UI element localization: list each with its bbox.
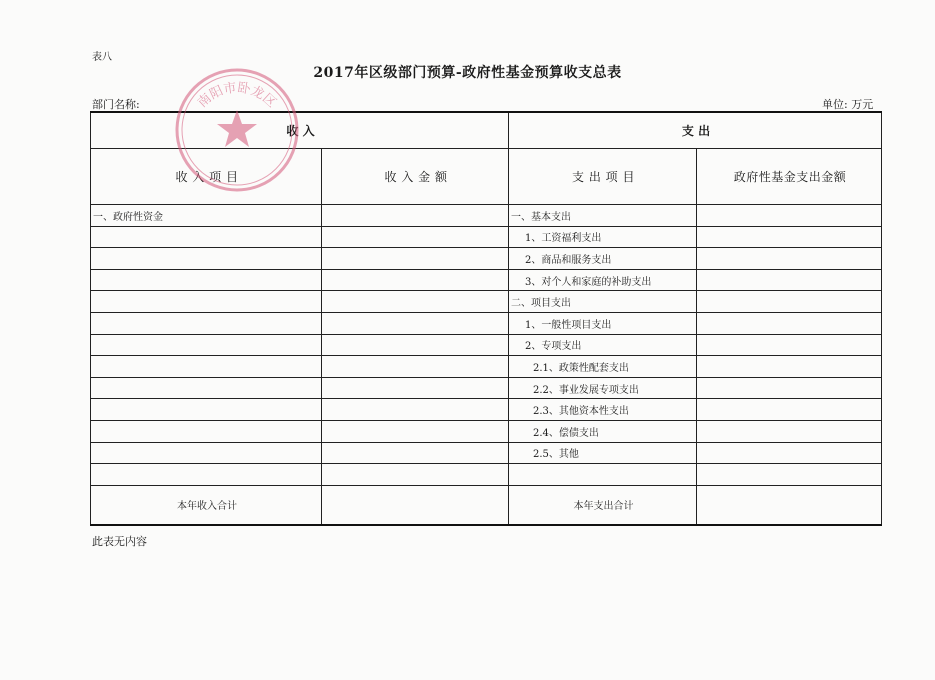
income-item-cell [91, 312, 322, 334]
income-total-label: 本年收入合计 [91, 485, 322, 525]
income-item-cell [91, 226, 322, 248]
expense-amount-cell [697, 356, 882, 378]
expense-item-cell: 2.4、偿债支出 [509, 420, 697, 442]
income-amount-cell [322, 464, 509, 486]
income-amount-cell [322, 334, 509, 356]
income-item-cell [91, 442, 322, 464]
income-total-amount [322, 485, 509, 525]
official-seal-stamp [173, 66, 301, 194]
income-item-cell [91, 269, 322, 291]
expense-amount-cell [697, 377, 882, 399]
expense-item-cell: 2、商品和服务支出 [509, 248, 697, 270]
table-row [91, 399, 882, 421]
expense-item-cell: 二、项目支出 [509, 291, 697, 313]
expense-item-cell [509, 464, 697, 486]
table-row [91, 464, 882, 486]
income-item-cell: 一、政府性资金 [91, 205, 322, 227]
income-amount-header: 收 入 金 额 [322, 149, 509, 205]
income-amount-cell [322, 312, 509, 334]
expense-item-header: 支 出 项 目 [509, 149, 697, 205]
expense-amount-cell [697, 312, 882, 334]
expense-item-cell: 2、专项支出 [509, 334, 697, 356]
expense-item-cell: 2.1、政策性配套支出 [509, 356, 697, 378]
expense-amount-cell [697, 248, 882, 270]
income-amount-cell [322, 442, 509, 464]
table-row [91, 269, 882, 291]
table-row [91, 205, 882, 227]
unit-label: 单位: 万元 [822, 98, 874, 111]
table-row [91, 377, 882, 399]
expense-item-cell: 2.2、事业发展专项支出 [509, 377, 697, 399]
income-amount-cell [322, 356, 509, 378]
expense-amount-cell [697, 269, 882, 291]
expense-total-amount [697, 485, 882, 525]
expense-amount-cell [697, 420, 882, 442]
income-amount-cell [322, 226, 509, 248]
expense-item-cell: 1、工资福利支出 [509, 226, 697, 248]
table-row [91, 226, 882, 248]
income-item-cell [91, 248, 322, 270]
table-row [91, 442, 882, 464]
table-row [91, 312, 882, 334]
expense-amount-cell [697, 464, 882, 486]
income-amount-cell [322, 420, 509, 442]
expense-section-header: 支 出 [509, 112, 882, 149]
income-amount-cell [322, 205, 509, 227]
income-item-cell [91, 334, 322, 356]
expense-amount-cell [697, 205, 882, 227]
stamp-text: 南阳市卧龙区 [195, 80, 279, 111]
expense-item-cell: 2.3、其他资本性支出 [509, 399, 697, 421]
income-section-header: 收 入 [91, 112, 509, 149]
income-item-cell [91, 356, 322, 378]
page-title: 2017年区级部门预算-政府性基金预算收支总表 [313, 65, 622, 81]
income-amount-cell [322, 377, 509, 399]
expense-amount-cell [697, 334, 882, 356]
department-label: 部门名称: [92, 98, 140, 111]
income-item-cell [91, 420, 322, 442]
table-row [91, 291, 882, 313]
table-row [91, 334, 882, 356]
expense-item-cell: 一、基本支出 [509, 205, 697, 227]
expense-amount-cell [697, 226, 882, 248]
income-item-cell [91, 291, 322, 313]
income-amount-cell [322, 269, 509, 291]
income-amount-cell [322, 248, 509, 270]
expense-amount-header: 政府性基金支出金额 [697, 149, 882, 205]
star-icon [217, 110, 257, 147]
table-row [91, 420, 882, 442]
expense-total-label: 本年支出合计 [509, 485, 697, 525]
expense-item-cell: 2.5、其他 [509, 442, 697, 464]
footnote: 此表无内容 [92, 535, 147, 548]
total-row [91, 485, 882, 525]
expense-amount-cell [697, 399, 882, 421]
expense-item-cell: 1、一般性项目支出 [509, 312, 697, 334]
expense-item-cell: 3、对个人和家庭的补助支出 [509, 269, 697, 291]
income-item-header: 收 入 项 目 [91, 149, 322, 205]
income-item-cell [91, 399, 322, 421]
table-row [91, 356, 882, 378]
income-item-cell [91, 464, 322, 486]
table-number: 表八 [92, 52, 112, 63]
income-item-cell [91, 377, 322, 399]
income-amount-cell [322, 399, 509, 421]
income-amount-cell [322, 291, 509, 313]
expense-amount-cell [697, 442, 882, 464]
expense-amount-cell [697, 291, 882, 313]
table-row [91, 248, 882, 270]
